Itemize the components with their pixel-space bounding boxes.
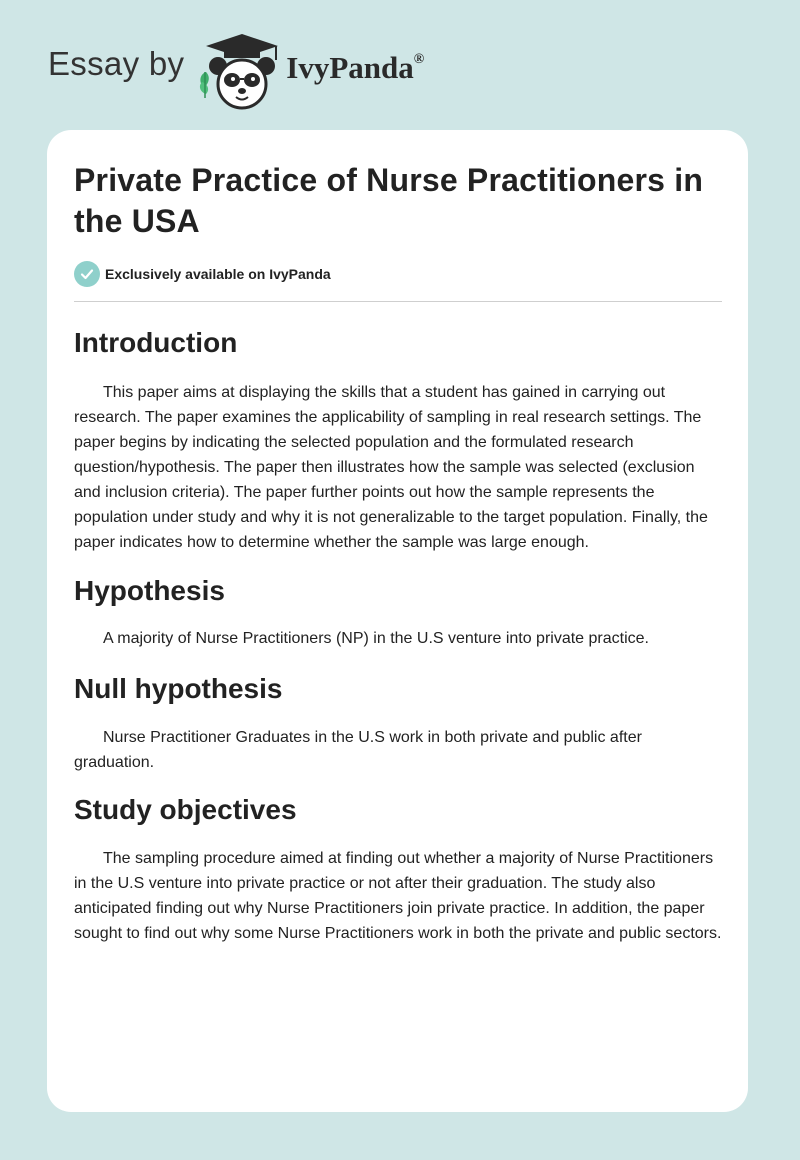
- section-heading: Null hypothesis: [74, 673, 283, 704]
- section-null-hypothesis: [74, 672, 722, 775]
- brand-name[interactable]: [286, 50, 424, 86]
- brand-name-text: IvyPanda: [286, 50, 414, 85]
- site-header: [48, 32, 424, 112]
- section-hypothesis: [74, 574, 722, 651]
- section-body: This paper aims at displaying the skills that a student has gained in carrying out research. The paper examines the applicability of sampling in real research settings. The paper begins by indicating the selected population and the formulated research question/hypothesis. The paper then illustrates how the sample was selected (exclusion and inclusion criteria). The paper further points out how the sample represents the population under study and why it is not generalizable to the target population. Finally, the paper indicates how to determine whether the sample was large enough.: [74, 384, 708, 551]
- section-body: A majority of Nurse Practitioners (NP) in the U.S venture into private practice.: [103, 630, 649, 647]
- section-heading: Hypothesis: [74, 575, 225, 606]
- check-icon: [74, 261, 100, 287]
- panda-logo-icon: [196, 32, 284, 112]
- page-title: Private Practice of Nurse Practitioners in the USA: [74, 162, 704, 239]
- exclusive-label: Exclusively available on IvyPanda: [105, 266, 331, 282]
- section-heading: Study objectives: [74, 794, 297, 825]
- article-card: [47, 130, 748, 1112]
- exclusive-badge: [74, 260, 722, 288]
- title-divider: [74, 301, 722, 302]
- section-study-objectives: [74, 793, 722, 946]
- section-body: Nurse Practitioner Graduates in the U.S work in both private and public after graduation.: [74, 729, 642, 771]
- section-heading: Introduction: [74, 327, 238, 358]
- section-body: The sampling procedure aimed at finding out whether a majority of Nurse Practitioners in the U.S venture into private practice or not after their graduation. The study also anticipated finding out why Nurse Practitioners join private practice. In addition, the paper sought to find out why some Nurse Practitioners work in both the private and public sectors.: [74, 850, 722, 942]
- section-introduction: [74, 326, 722, 555]
- registered-mark: ®: [413, 51, 425, 67]
- essay-by-label: Essay by: [48, 45, 185, 82]
- ivypanda-logo[interactable]: [196, 32, 284, 112]
